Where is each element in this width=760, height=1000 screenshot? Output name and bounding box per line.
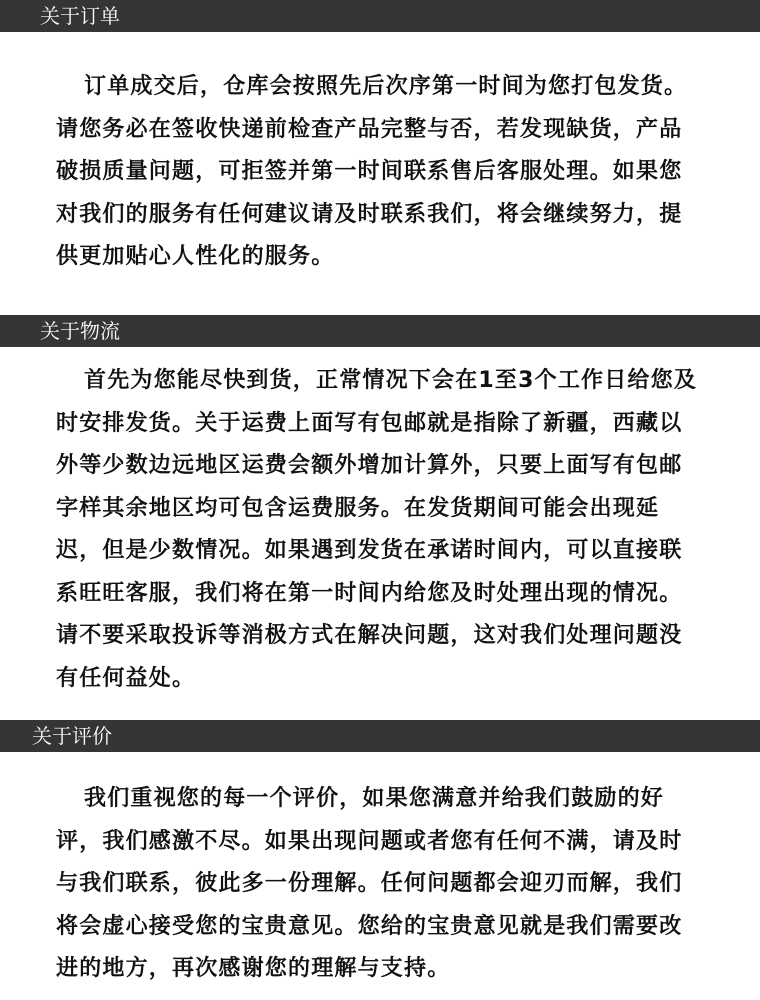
section-header-logistics — [0, 315, 760, 347]
section-body-logistics: 首先为您能尽快到货，正常情况下会在1至3个工作日给您及时安排发货。关于运费上面写有包邮就是指除了新疆，西藏以外等少数边远地区运费会额外增加计算外，只要上面写有包邮字样其余地区均可包含运费服务。在发货期间可能会出现延迟，但是少数情况。如果遇到发货在承诺时间内，可以直接联系旺旺客服，我们将在第一时间内给您及时处理出现的情况。请不要采取投诉等消极方式在解决问题，这对我们处理问题没有任何益处。 — [56, 368, 698, 691]
section-body-review: 我们重视您的每一个评价，如果您满意并给我们鼓励的好评，我们感激不尽。如果出现问题或者您有任何不满，请及时与我们联系，彼此多一份理解。任何问题都会迎刃而解，我们将会虚心接受您的宝贵意见。您给的宝贵意见就是我们需要改进的地方，再次感谢您的理解与支持。 — [56, 786, 683, 981]
section-title-logistics: 关于物流 — [40, 319, 120, 343]
section-title-order: 关于订单 — [40, 4, 120, 28]
section-body-order: 订单成交后，仓库会按照先后次序第一时间为您打包发货。请您务必在签收快递前检查产品完整与否，若发现缺货，产品破损质量问题，可拒签并第一时间联系售后客服处理。如果您对我们的服务有任何建议请及时联系我们，将会继续努力，提供更加贴心人性化的服务。 — [56, 74, 688, 269]
section-header-order — [0, 0, 760, 32]
section-title-review: 关于评价 — [32, 724, 112, 748]
section-header-review — [0, 720, 760, 752]
